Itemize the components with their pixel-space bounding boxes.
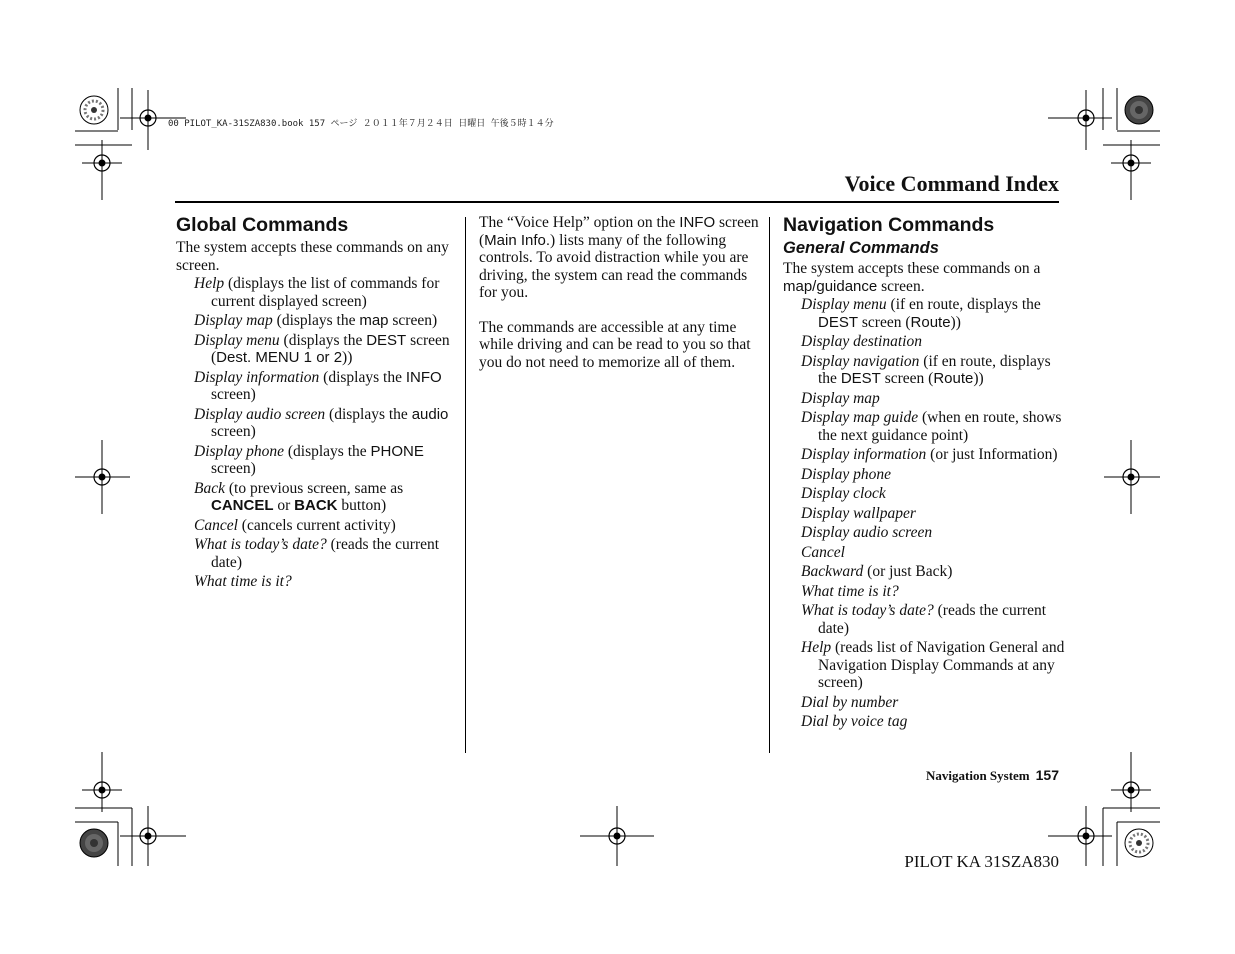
general-commands-subheading: General Commands [783, 239, 939, 257]
list-item: Display navigation (if en route, displays the DEST screen (Route)) [801, 352, 1051, 387]
navigation-commands-list [783, 296, 1065, 731]
list-item: What is today’s date? (reads the current date) [194, 536, 440, 571]
print-header: 00 PILOT_KA-31SZA830.book 157 ページ ２０１１年７月２４日 日曜日 午後５時１４分 [168, 119, 554, 129]
global-commands-heading: Global Commands [176, 214, 349, 236]
navigation-commands-intro: The system accepts these commands on a map/guidance screen. [783, 260, 1041, 295]
accessibility-paragraph: The commands are accessible at any time while driving and can be read to you so that you do not need to memorize all of them. [479, 318, 751, 371]
list-item: What is today’s date? (reads the current date) [801, 602, 1047, 637]
column-divider-2 [769, 217, 770, 753]
voice-help-paragraph: The “Voice Help” option on the INFO screen (Main Info.) lists many of the following controls. To avoid distraction while you are driving, the system can read the commands for you. [479, 214, 759, 301]
model-code: PILOT KA 31SZA830 [904, 852, 1059, 871]
list-item: Display menu (displays the DEST screen (Dest. MENU 1 or 2)) [194, 331, 450, 366]
list-item: Backward (or just Back) [801, 563, 953, 580]
list-item: Display destination [801, 333, 922, 350]
page-title: Voice Command Index [844, 171, 1059, 196]
list-item: Display phone (displays the PHONE screen) [194, 442, 424, 477]
list-item: Display information (or just Information) [801, 446, 1058, 463]
voice-help-column [479, 214, 759, 371]
page-number: 157 [1035, 767, 1059, 783]
list-item: Dial by number [801, 693, 899, 711]
crop-mark-mid-right [1104, 440, 1160, 514]
list-item: Display audio screen [801, 524, 933, 541]
global-commands-list [176, 275, 456, 591]
list-item: Display map guide (when en route, shows the next guidance point) [801, 409, 1062, 444]
list-item: Display menu (if en route, displays the DEST screen (Route)) [801, 296, 1041, 331]
footer-section-name: Navigation System [926, 768, 1030, 783]
list-item: Cancel (cancels current activity) [194, 516, 396, 534]
list-item: Display wallpaper [801, 504, 916, 522]
list-item: Help (reads list of Navigation General and Navigation Display Commands at any screen) [801, 639, 1065, 691]
list-item: What time is it? [801, 582, 899, 600]
crop-mark-bottom-center [580, 806, 654, 866]
list-item: Back (to previous screen, same as CANCEL or BACK button) [194, 479, 404, 514]
list-item: Display clock [801, 485, 886, 502]
list-item: Help (displays the list of commands for current displayed screen) [194, 275, 440, 310]
list-item: Display information (displays the INFO screen) [194, 368, 442, 403]
page-footer [926, 767, 1059, 784]
navigation-commands-column [783, 214, 1065, 733]
list-item: Dial by voice tag [801, 713, 908, 730]
list-item: Display audio screen (displays the audio screen) [194, 405, 449, 440]
column-divider-1 [465, 217, 466, 753]
title-rule [175, 201, 1059, 203]
list-item: What time is it? [194, 573, 292, 590]
list-item: Display map [801, 389, 880, 407]
crop-mark-bottom-left [75, 752, 186, 866]
global-commands-column [176, 214, 456, 593]
crop-mark-mid-left [75, 440, 130, 514]
list-item: Cancel [801, 543, 845, 561]
list-item: Display phone [801, 465, 891, 483]
crop-mark-top-right [1048, 88, 1160, 200]
list-item: Display map (displays the map screen) [194, 312, 438, 329]
crop-mark-bottom-right [1048, 752, 1160, 866]
crop-mark-top-left [75, 88, 186, 200]
global-commands-intro: The system accepts these commands on any screen. [176, 239, 449, 274]
navigation-commands-heading: Navigation Commands [783, 214, 995, 236]
